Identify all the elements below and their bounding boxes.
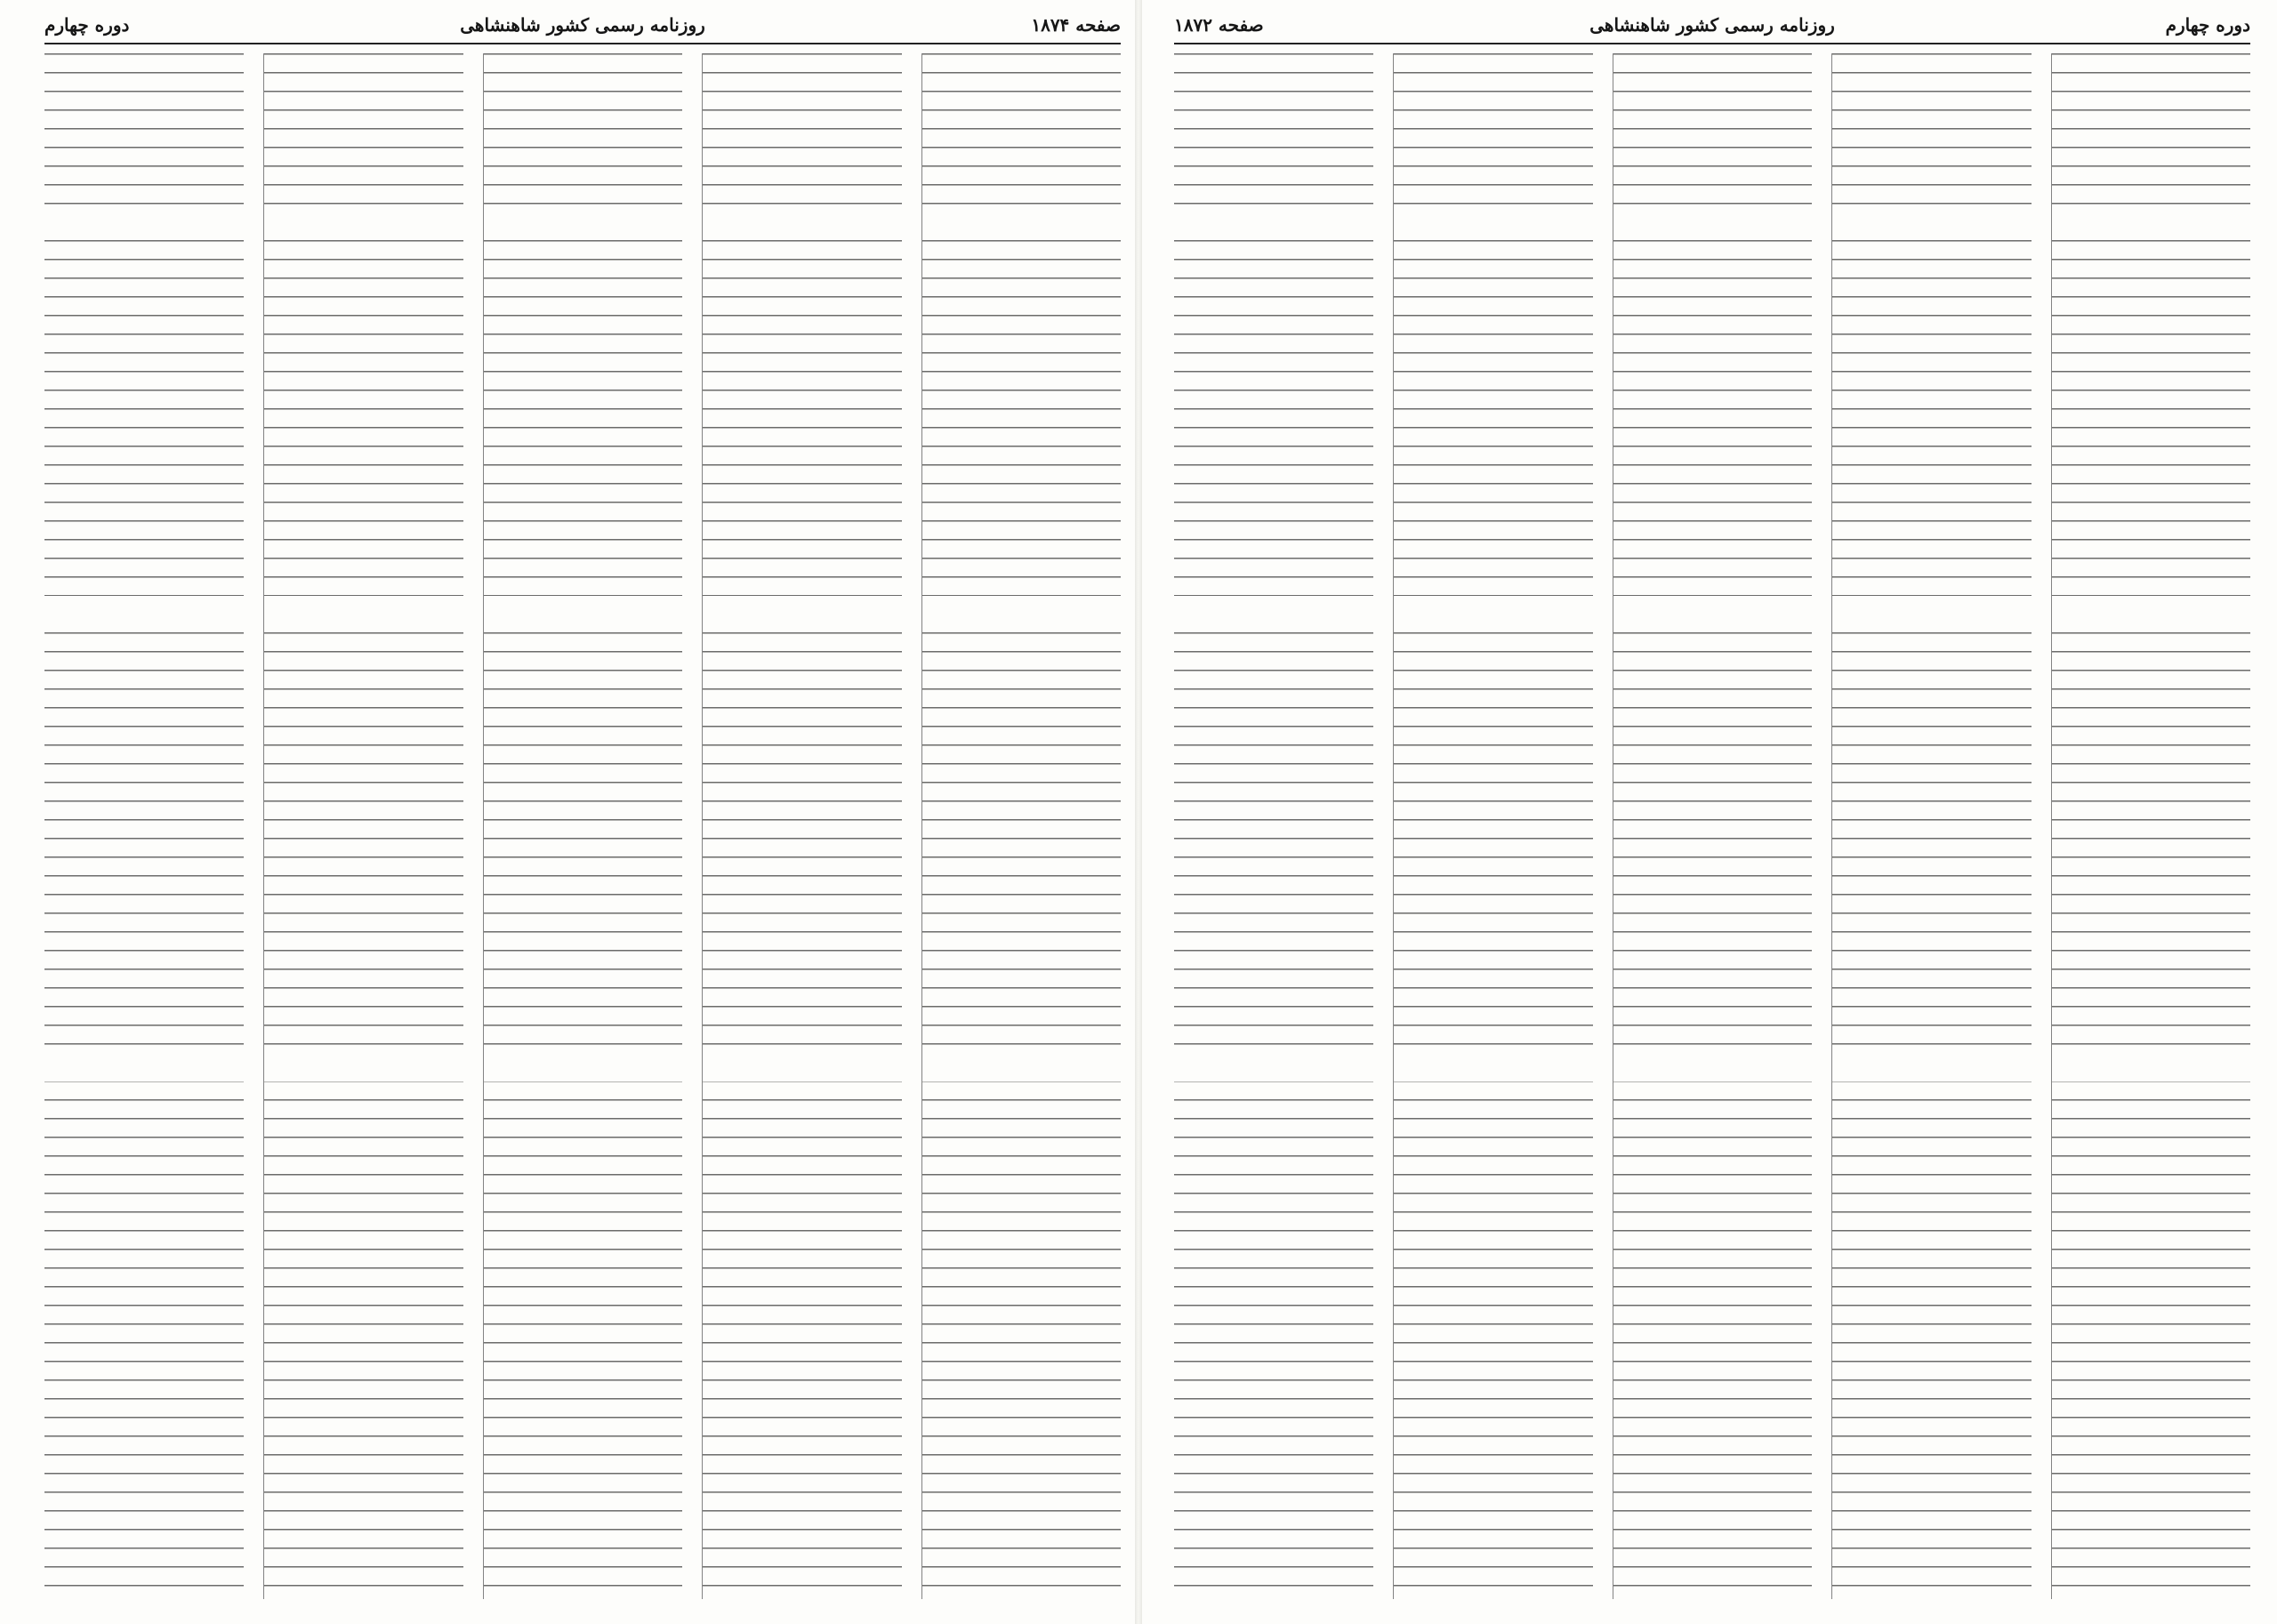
text-column xyxy=(263,53,463,1599)
text-column xyxy=(1393,53,1592,1599)
text-column xyxy=(1174,53,1373,1599)
right-page-header-center: روزنامه رسمی کشور شاهنشاهی xyxy=(1589,14,1835,36)
text-column xyxy=(2051,53,2250,1599)
left-page-header-left: دوره چهارم xyxy=(44,14,130,36)
text-column xyxy=(1831,53,2031,1599)
right-page-columns xyxy=(1174,53,2250,1599)
page-gutter xyxy=(1135,0,1142,1624)
right-page-header-right: دوره چهارم xyxy=(2165,14,2250,36)
left-page-header xyxy=(44,11,1121,44)
left-page-header-center: روزنامه رسمی کشور شاهنشاهی xyxy=(460,14,705,36)
left-page xyxy=(18,0,1138,1624)
text-column xyxy=(702,53,901,1599)
text-column xyxy=(44,53,244,1599)
right-page-header xyxy=(1174,11,2250,44)
left-page-columns xyxy=(44,53,1121,1599)
left-page-header-right: صفحه ۱۸۷۴ xyxy=(1031,14,1121,36)
right-page xyxy=(1147,0,2268,1624)
right-page-header-left: صفحه ۱۸۷۲ xyxy=(1174,14,1264,36)
text-column xyxy=(1613,53,1812,1599)
text-column xyxy=(921,53,1121,1599)
text-column xyxy=(483,53,682,1599)
